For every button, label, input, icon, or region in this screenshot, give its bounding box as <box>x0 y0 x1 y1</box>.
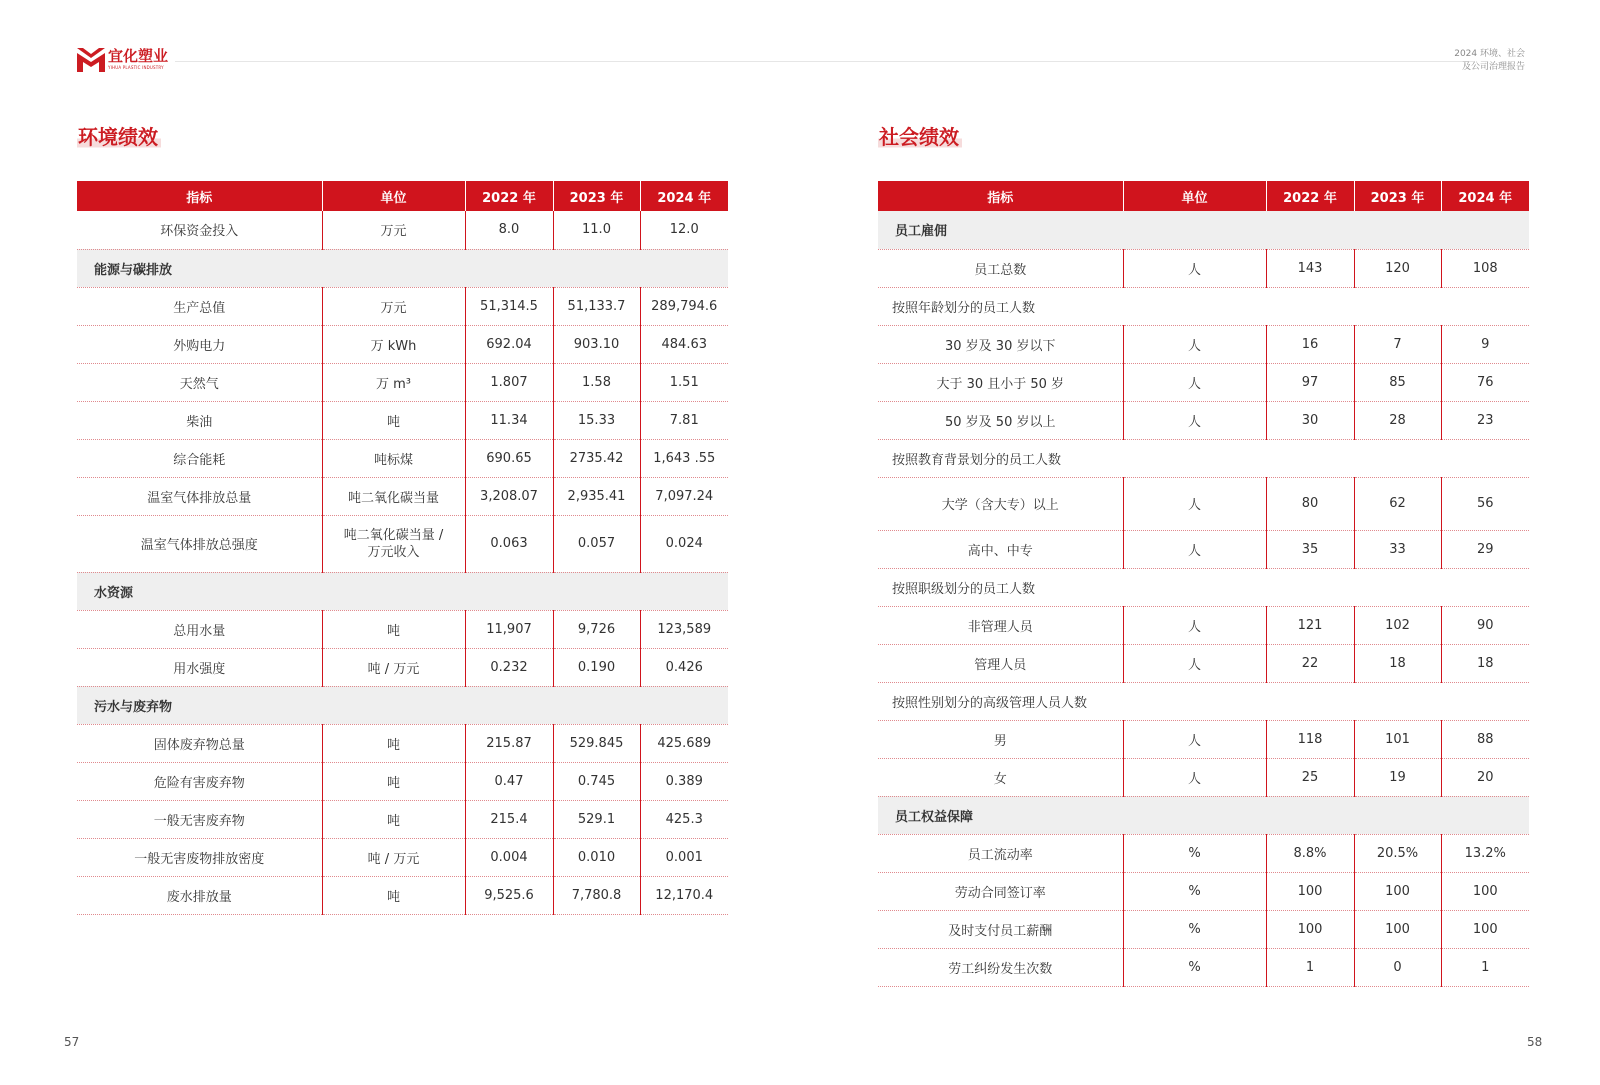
value-2022-cell: 35 <box>1266 530 1354 568</box>
subcategory-label: 按照年龄划分的员工人数 <box>878 287 1529 325</box>
value-2024-cell: 88 <box>1441 720 1529 758</box>
value-2023-cell: 7 <box>1354 325 1441 363</box>
unit-cell: 人 <box>1123 606 1266 644</box>
page-number-left: 57 <box>64 1035 80 1049</box>
logo-name-cn: 宜化塑业 <box>108 47 169 65</box>
value-2023-cell: 903.10 <box>553 325 640 363</box>
value-2023-cell: 28 <box>1354 401 1441 439</box>
value-2022-cell: 51,314.5 <box>465 287 553 325</box>
value-2022-cell: 11.34 <box>465 401 553 439</box>
value-2024-cell: 13.2% <box>1441 834 1529 872</box>
value-2022-cell: 22 <box>1266 644 1354 682</box>
unit-cell: 人 <box>1123 401 1266 439</box>
table-row <box>878 872 1529 910</box>
table-header-row <box>77 181 728 211</box>
value-2024-cell: 0.426 <box>640 648 728 686</box>
value-2022-cell: 9,525.6 <box>465 876 553 914</box>
table-row <box>77 211 728 249</box>
table-row <box>878 325 1529 363</box>
page-number-right: 58 <box>1527 1035 1543 1049</box>
value-2024-cell: 289,794.6 <box>640 287 728 325</box>
unit-cell: 人 <box>1123 720 1266 758</box>
table-row <box>878 758 1529 796</box>
value-2023-cell: 100 <box>1354 872 1441 910</box>
value-2022-cell: 215.4 <box>465 800 553 838</box>
indicator-cell: 高中、中专 <box>878 530 1123 568</box>
col-header-2023: 2023 年 <box>553 181 640 211</box>
unit-cell: 人 <box>1123 644 1266 682</box>
value-2022-cell: 143 <box>1266 249 1354 287</box>
value-2024-cell: 12.0 <box>640 211 728 249</box>
table-row <box>878 477 1529 530</box>
value-2023-cell: 15.33 <box>553 401 640 439</box>
unit-cell: % <box>1123 910 1266 948</box>
value-2022-cell: 690.65 <box>465 439 553 477</box>
unit-cell: 万 kWh <box>322 325 465 363</box>
col-header-2022: 2022 年 <box>1266 181 1354 211</box>
unit-cell: 吨 / 万元 <box>322 838 465 876</box>
value-2022-cell: 80 <box>1266 477 1354 530</box>
unit-cell: 人 <box>1123 363 1266 401</box>
value-2023-cell: 1.58 <box>553 363 640 401</box>
unit-cell: 吨标煤 <box>322 439 465 477</box>
col-header-indicator: 指标 <box>878 181 1123 211</box>
subcategory-label: 按照职级划分的员工人数 <box>878 568 1529 606</box>
indicator-cell: 危险有害废弃物 <box>77 762 322 800</box>
col-header-unit: 单位 <box>322 181 465 211</box>
value-2024-cell: 7,097.24 <box>640 477 728 515</box>
col-header-indicator: 指标 <box>77 181 322 211</box>
indicator-cell: 生产总值 <box>77 287 322 325</box>
unit-cell: 吨 <box>322 800 465 838</box>
unit-cell: 人 <box>1123 477 1266 530</box>
unit-cell: 吨 <box>322 762 465 800</box>
col-header-2023: 2023 年 <box>1354 181 1441 211</box>
value-2023-cell: 102 <box>1354 606 1441 644</box>
indicator-cell: 大于 30 且小于 50 岁 <box>878 363 1123 401</box>
indicator-cell: 综合能耗 <box>77 439 322 477</box>
category-label: 污水与废弃物 <box>77 686 728 724</box>
value-2024-cell: 1,643 .55 <box>640 439 728 477</box>
value-2024-cell: 56 <box>1441 477 1529 530</box>
indicator-cell: 柴油 <box>77 401 322 439</box>
indicator-cell: 温室气体排放总强度 <box>77 515 322 572</box>
value-2024-cell: 9 <box>1441 325 1529 363</box>
unit-cell: % <box>1123 948 1266 986</box>
value-2024-cell: 20 <box>1441 758 1529 796</box>
table-row <box>878 834 1529 872</box>
table-row <box>77 515 728 572</box>
indicator-cell: 劳动合同签订率 <box>878 872 1123 910</box>
table-row <box>77 800 728 838</box>
indicator-cell: 50 岁及 50 岁以上 <box>878 401 1123 439</box>
header-divider <box>175 61 1475 62</box>
unit-cell: 吨 <box>322 401 465 439</box>
value-2023-cell: 100 <box>1354 910 1441 948</box>
unit-cell: 万元 <box>322 287 465 325</box>
value-2022-cell: 0.063 <box>465 515 553 572</box>
indicator-cell: 及时支付员工薪酬 <box>878 910 1123 948</box>
category-label: 水资源 <box>77 572 728 610</box>
subcategory-label: 按照教育背景划分的员工人数 <box>878 439 1529 477</box>
value-2024-cell: 100 <box>1441 872 1529 910</box>
category-row <box>77 572 728 610</box>
table-row <box>77 363 728 401</box>
value-2024-cell: 425.3 <box>640 800 728 838</box>
subcategory-row <box>878 568 1529 606</box>
value-2022-cell: 97 <box>1266 363 1354 401</box>
indicator-cell: 总用水量 <box>77 610 322 648</box>
subcategory-row <box>878 287 1529 325</box>
table-row <box>878 910 1529 948</box>
unit-cell: 万元 <box>322 211 465 249</box>
subcategory-row <box>878 682 1529 720</box>
company-logo <box>77 48 168 72</box>
value-2024-cell: 12,170.4 <box>640 876 728 914</box>
logo-mark-icon <box>77 48 105 72</box>
table-row <box>878 363 1529 401</box>
subcategory-label: 按照性别划分的高级管理人员人数 <box>878 682 1529 720</box>
value-2024-cell: 29 <box>1441 530 1529 568</box>
indicator-cell: 30 岁及 30 岁以下 <box>878 325 1123 363</box>
table-row <box>77 325 728 363</box>
col-header-2022: 2022 年 <box>465 181 553 211</box>
value-2022-cell: 100 <box>1266 910 1354 948</box>
env-performance-table <box>77 181 728 915</box>
indicator-cell: 固体废弃物总量 <box>77 724 322 762</box>
value-2024-cell: 0.024 <box>640 515 728 572</box>
table-row <box>878 948 1529 986</box>
value-2024-cell: 123,589 <box>640 610 728 648</box>
category-row <box>77 249 728 287</box>
value-2023-cell: 85 <box>1354 363 1441 401</box>
value-2023-cell: 529.1 <box>553 800 640 838</box>
value-2024-cell: 108 <box>1441 249 1529 287</box>
value-2024-cell: 90 <box>1441 606 1529 644</box>
env-section-title: 环境绩效 <box>77 124 161 150</box>
indicator-cell: 用水强度 <box>77 648 322 686</box>
unit-cell: 人 <box>1123 249 1266 287</box>
category-label: 员工雇佣 <box>878 211 1529 249</box>
indicator-cell: 男 <box>878 720 1123 758</box>
table-row <box>77 477 728 515</box>
value-2022-cell: 3,208.07 <box>465 477 553 515</box>
report-title <box>1454 48 1525 74</box>
indicator-cell: 女 <box>878 758 1123 796</box>
table-row <box>77 724 728 762</box>
unit-line: 万元收入 <box>367 544 420 560</box>
value-2023-cell: 529.845 <box>553 724 640 762</box>
table-row <box>77 648 728 686</box>
value-2022-cell: 121 <box>1266 606 1354 644</box>
value-2022-cell: 0.004 <box>465 838 553 876</box>
value-2023-cell: 18 <box>1354 644 1441 682</box>
value-2022-cell: 1 <box>1266 948 1354 986</box>
value-2023-cell: 51,133.7 <box>553 287 640 325</box>
subcategory-row <box>878 439 1529 477</box>
soc-performance-table <box>878 181 1529 987</box>
category-row <box>878 796 1529 834</box>
value-2023-cell: 2,935.41 <box>553 477 640 515</box>
value-2022-cell: 1.807 <box>465 363 553 401</box>
value-2023-cell: 9,726 <box>553 610 640 648</box>
indicator-cell: 劳工纠纷发生次数 <box>878 948 1123 986</box>
value-2024-cell: 7.81 <box>640 401 728 439</box>
table-row <box>878 644 1529 682</box>
unit-cell: 人 <box>1123 325 1266 363</box>
col-header-2024: 2024 年 <box>1441 181 1529 211</box>
indicator-cell: 非管理人员 <box>878 606 1123 644</box>
indicator-cell: 员工总数 <box>878 249 1123 287</box>
unit-cell: 吨 <box>322 610 465 648</box>
value-2024-cell: 100 <box>1441 910 1529 948</box>
value-2024-cell: 1.51 <box>640 363 728 401</box>
indicator-cell: 废水排放量 <box>77 876 322 914</box>
value-2022-cell: 0.47 <box>465 762 553 800</box>
value-2023-cell: 11.0 <box>553 211 640 249</box>
unit-cell: % <box>1123 834 1266 872</box>
table-row <box>878 720 1529 758</box>
indicator-cell: 一般无害废弃物 <box>77 800 322 838</box>
table-row <box>878 606 1529 644</box>
value-2022-cell: 16 <box>1266 325 1354 363</box>
value-2024-cell: 76 <box>1441 363 1529 401</box>
value-2024-cell: 484.63 <box>640 325 728 363</box>
value-2023-cell: 101 <box>1354 720 1441 758</box>
indicator-cell: 外购电力 <box>77 325 322 363</box>
value-2023-cell: 7,780.8 <box>553 876 640 914</box>
value-2022-cell: 118 <box>1266 720 1354 758</box>
value-2023-cell: 0.745 <box>553 762 640 800</box>
soc-section-title: 社会绩效 <box>878 124 962 150</box>
table-row <box>77 287 728 325</box>
table-header-row <box>878 181 1529 211</box>
value-2024-cell: 425.689 <box>640 724 728 762</box>
unit-cell: 人 <box>1123 530 1266 568</box>
value-2024-cell: 0.389 <box>640 762 728 800</box>
unit-cell <box>322 515 465 572</box>
value-2022-cell: 0.232 <box>465 648 553 686</box>
table-row <box>77 439 728 477</box>
table-row <box>77 838 728 876</box>
category-label: 能源与碳排放 <box>77 249 728 287</box>
unit-cell: 万 m³ <box>322 363 465 401</box>
indicator-cell: 大学（含大专）以上 <box>878 477 1123 530</box>
col-header-2024: 2024 年 <box>640 181 728 211</box>
unit-line: 吨二氧化碳当量 / <box>343 527 444 543</box>
table-row <box>878 401 1529 439</box>
value-2023-cell: 2735.42 <box>553 439 640 477</box>
value-2022-cell: 215.87 <box>465 724 553 762</box>
value-2023-cell: 120 <box>1354 249 1441 287</box>
logo-name-en: YIHUA PLASTIC INDUSTRY <box>108 65 164 70</box>
value-2023-cell: 0.190 <box>553 648 640 686</box>
unit-cell: 吨 / 万元 <box>322 648 465 686</box>
value-2022-cell: 11,907 <box>465 610 553 648</box>
value-2023-cell: 0 <box>1354 948 1441 986</box>
indicator-cell: 管理人员 <box>878 644 1123 682</box>
category-label: 员工权益保障 <box>878 796 1529 834</box>
table-row <box>77 876 728 914</box>
table-row <box>77 762 728 800</box>
indicator-cell: 温室气体排放总量 <box>77 477 322 515</box>
value-2022-cell: 30 <box>1266 401 1354 439</box>
value-2023-cell: 19 <box>1354 758 1441 796</box>
value-2022-cell: 25 <box>1266 758 1354 796</box>
unit-cell: 吨二氧化碳当量 <box>322 477 465 515</box>
value-2024-cell: 23 <box>1441 401 1529 439</box>
value-2022-cell: 8.8% <box>1266 834 1354 872</box>
indicator-cell: 天然气 <box>77 363 322 401</box>
table-row <box>878 530 1529 568</box>
value-2023-cell: 0.010 <box>553 838 640 876</box>
value-2022-cell: 100 <box>1266 872 1354 910</box>
indicator-cell: 一般无害废物排放密度 <box>77 838 322 876</box>
unit-cell: 吨 <box>322 876 465 914</box>
value-2022-cell: 8.0 <box>465 211 553 249</box>
category-row <box>878 211 1529 249</box>
report-title-line1: 2024 环境、社会 <box>1454 49 1525 59</box>
value-2023-cell: 33 <box>1354 530 1441 568</box>
indicator-cell: 环保资金投入 <box>77 211 322 249</box>
report-title-line2: 及公司治理报告 <box>1461 62 1525 72</box>
table-row <box>77 610 728 648</box>
unit-cell: 吨 <box>322 724 465 762</box>
indicator-cell: 员工流动率 <box>878 834 1123 872</box>
value-2024-cell: 18 <box>1441 644 1529 682</box>
value-2023-cell: 0.057 <box>553 515 640 572</box>
table-row <box>77 401 728 439</box>
value-2023-cell: 20.5% <box>1354 834 1441 872</box>
value-2024-cell: 0.001 <box>640 838 728 876</box>
unit-cell: 人 <box>1123 758 1266 796</box>
value-2024-cell: 1 <box>1441 948 1529 986</box>
unit-cell: % <box>1123 872 1266 910</box>
table-row <box>878 249 1529 287</box>
col-header-unit: 单位 <box>1123 181 1266 211</box>
category-row <box>77 686 728 724</box>
value-2023-cell: 62 <box>1354 477 1441 530</box>
value-2022-cell: 692.04 <box>465 325 553 363</box>
